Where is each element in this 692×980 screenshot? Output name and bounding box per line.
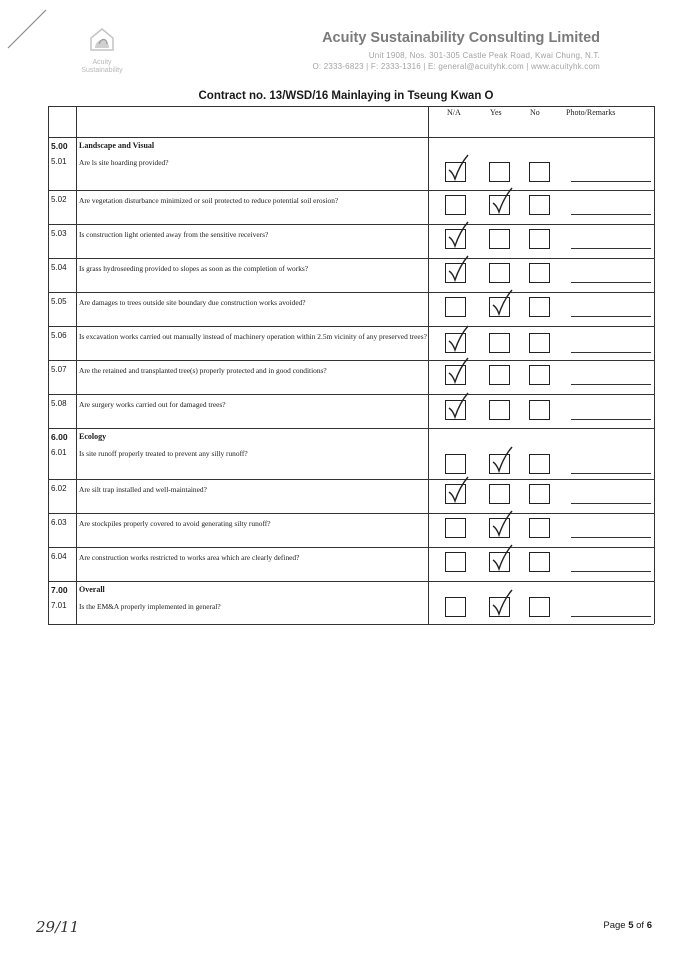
item-number: 6.02 <box>51 484 67 493</box>
item-number: 7.01 <box>51 601 67 610</box>
checkbox-yes[interactable] <box>489 263 510 283</box>
item-question: Is site runoff properly treated to prevent any silly runoff? <box>79 449 248 458</box>
remarks-line[interactable] <box>571 214 651 215</box>
item-question: Are stockpiles properly covered to avoid generating silty runoff? <box>79 519 271 528</box>
item-question: Are ls site hoarding provided? <box>79 158 169 167</box>
remarks-line[interactable] <box>571 384 651 385</box>
table-rule <box>48 137 654 138</box>
section-title: Ecology <box>79 432 107 441</box>
checkbox-no[interactable] <box>529 263 550 283</box>
col-header-no: No <box>530 108 540 117</box>
item-question: Are surgery works carried out for damaged trees? <box>79 400 226 409</box>
checkbox-no[interactable] <box>529 484 550 504</box>
item-number: 6.01 <box>51 448 67 457</box>
section-title: Landscape and Visual <box>79 141 155 150</box>
remarks-line[interactable] <box>571 181 651 182</box>
item-number: 5.03 <box>51 229 67 238</box>
remarks-line[interactable] <box>571 282 651 283</box>
corner-scan-mark <box>0 0 60 60</box>
checkmark-icon <box>446 357 470 385</box>
checkbox-no[interactable] <box>529 297 550 317</box>
checkmark-icon <box>446 392 470 420</box>
checkbox-no[interactable] <box>529 195 550 215</box>
remarks-line[interactable] <box>571 473 651 474</box>
table-rule <box>48 258 654 259</box>
section-number: 7.00 <box>51 585 68 595</box>
item-question: Is construction light oriented away from the sensitive receivers? <box>79 230 269 239</box>
item-number: 5.04 <box>51 263 67 272</box>
checkbox-yes[interactable] <box>489 333 510 353</box>
company-address: Unit 1908, Nos. 301-305 Castle Peak Road, Kwai Chung, N.T. <box>368 51 600 60</box>
table-rule <box>48 224 654 225</box>
logo-house-icon <box>85 24 119 54</box>
checkbox-na[interactable] <box>445 552 466 572</box>
checkmark-icon <box>446 255 470 283</box>
checkbox-na[interactable] <box>445 195 466 215</box>
remarks-line[interactable] <box>571 503 651 504</box>
table-rule <box>48 624 654 625</box>
col-header-na: N/A <box>447 108 461 117</box>
checkmark-icon <box>490 510 514 538</box>
item-question: Is excavation works carried out manually instead of machinery operation within 2.5m vicinity of any preserved trees? <box>79 332 427 341</box>
page-prefix: Page <box>603 920 629 931</box>
company-contacts: O: 2333-6823 | F: 2333-1316 | E: general@acuityhk.com | www.acuityhk.com <box>312 62 600 71</box>
company-logo <box>78 24 126 75</box>
remarks-line[interactable] <box>571 316 651 317</box>
checkmark-icon <box>446 154 470 182</box>
item-question: Is grass hydroseeding provided to slopes as soon as the completion of works? <box>79 264 309 273</box>
logo-text-1: Acuity <box>92 59 112 66</box>
company-name: Acuity Sustainability Consulting Limited <box>322 30 600 46</box>
page-number <box>603 920 652 931</box>
checkbox-no[interactable] <box>529 365 550 385</box>
remarks-line[interactable] <box>571 537 651 538</box>
item-number: 5.06 <box>51 331 67 340</box>
checkbox-no[interactable] <box>529 229 550 249</box>
checkbox-no[interactable] <box>529 333 550 353</box>
table-rule <box>48 106 654 107</box>
checkbox-na[interactable] <box>445 297 466 317</box>
checkbox-no[interactable] <box>529 162 550 182</box>
item-question: Are the retained and transplanted tree(s) properly protected and in good conditions? <box>79 366 327 375</box>
item-number: 5.08 <box>51 399 67 408</box>
table-rule <box>48 394 654 395</box>
item-number: 5.07 <box>51 365 67 374</box>
checkbox-no[interactable] <box>529 597 550 617</box>
checkmark-icon <box>490 187 514 215</box>
table-rule <box>48 190 654 191</box>
checkbox-no[interactable] <box>529 518 550 538</box>
item-question: Are silt trap installed and well-maintained? <box>79 485 207 494</box>
checkbox-yes[interactable] <box>489 400 510 420</box>
remarks-line[interactable] <box>571 571 651 572</box>
table-rule <box>48 581 654 582</box>
checkmark-icon <box>446 476 470 504</box>
checkmark-icon <box>446 221 470 249</box>
checkbox-na[interactable] <box>445 597 466 617</box>
table-rule <box>48 479 654 480</box>
remarks-line[interactable] <box>571 352 651 353</box>
remarks-line[interactable] <box>571 248 651 249</box>
checkbox-yes[interactable] <box>489 365 510 385</box>
item-number: 6.04 <box>51 552 67 561</box>
page-total: 6 <box>646 920 652 931</box>
col-header-yes: Yes <box>490 108 502 117</box>
checkbox-na[interactable] <box>445 454 466 474</box>
checkmark-icon <box>490 289 514 317</box>
logo-text-2: Sustainability <box>81 67 123 74</box>
checkbox-no[interactable] <box>529 454 550 474</box>
item-question: Are construction works restricted to works area which are clearly defined? <box>79 553 300 562</box>
table-rule <box>48 292 654 293</box>
item-number: 5.01 <box>51 157 67 166</box>
table-rule <box>48 326 654 327</box>
handwritten-date: 29/11 <box>36 918 80 936</box>
item-number: 6.03 <box>51 518 67 527</box>
table-rule <box>48 360 654 361</box>
checkmark-icon <box>490 544 514 572</box>
checkbox-yes[interactable] <box>489 162 510 182</box>
remarks-line[interactable] <box>571 616 651 617</box>
checkbox-yes[interactable] <box>489 229 510 249</box>
table-rule <box>48 513 654 514</box>
table-rule <box>654 106 655 624</box>
item-question: Are damages to trees outside site boundary due construction works avoided? <box>79 298 306 307</box>
section-number: 5.00 <box>51 141 68 151</box>
section-number: 6.00 <box>51 432 68 442</box>
item-question: Is the EM&A properly implemented in general? <box>79 602 221 611</box>
checkbox-no[interactable] <box>529 400 550 420</box>
checkmark-icon <box>490 589 514 617</box>
checkbox-yes[interactable] <box>489 484 510 504</box>
table-rule <box>48 547 654 548</box>
item-number: 5.05 <box>51 297 67 306</box>
section-title: Overall <box>79 585 105 594</box>
page-mid: of <box>633 920 647 931</box>
checkmark-icon <box>446 325 470 353</box>
company-block <box>312 30 600 71</box>
contract-title: Contract no. 13/WSD/16 Mainlaying in Tseung Kwan O <box>198 90 494 102</box>
checkbox-na[interactable] <box>445 518 466 538</box>
checkmark-icon <box>490 446 514 474</box>
page-current: 5 <box>628 920 634 931</box>
item-question: Are vegetation disturbance minimized or soil protected to reduce potential soil erosion? <box>79 196 339 205</box>
table-rule <box>48 428 654 429</box>
col-header-remarks: Photo/Remarks <box>566 108 616 117</box>
item-number: 5.02 <box>51 195 67 204</box>
remarks-line[interactable] <box>571 419 651 420</box>
checkbox-no[interactable] <box>529 552 550 572</box>
